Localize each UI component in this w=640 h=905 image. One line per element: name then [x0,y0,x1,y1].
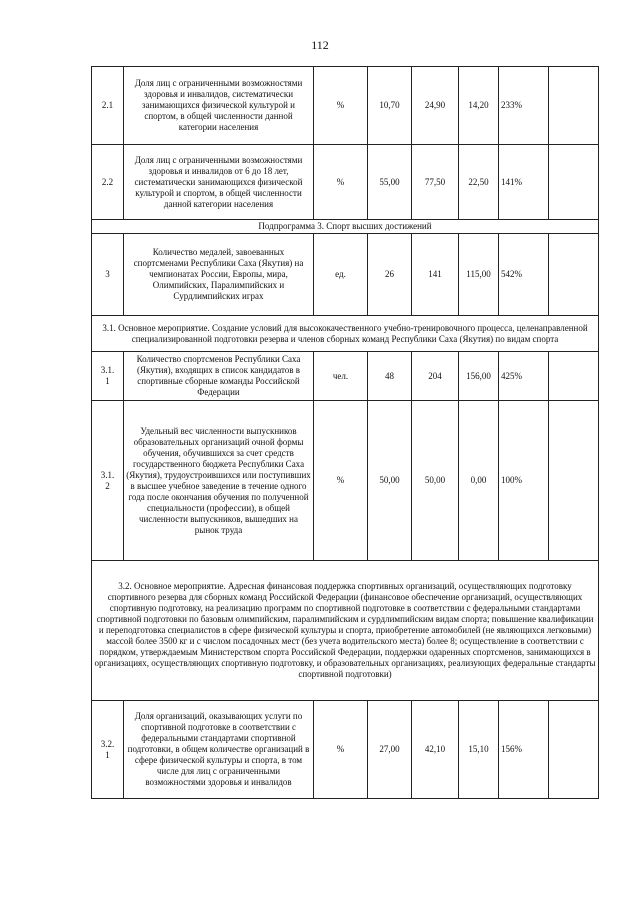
value-fact: 77,50 [412,145,459,220]
table-row [92,234,599,316]
value-deviation: 115,00 [459,234,499,316]
note-cell [549,67,599,145]
table-row [92,352,599,401]
value-percent: 233% [499,67,549,145]
section-row [92,220,599,234]
main-activity-title: 3.2. Основное мероприятие. Адресная финансовая поддержка спортивных организаций, осуществляющих подготовку спортивного резерва для сборных команд Российской Федерации (финансовое обеспечение организаций, осуществляющих спортивную подготовку, на реализацию программ по спортивной подготовке в соответствии с федеральными стандартами спортивной подготовки по базовым олимпийским, паралимпийским и сурдлимпийским видам спорта; повышение квалификации и переподготовка специалистов в сфере физической культуры и спорта, приобретение автомобилей (не являющихся легковыми) массой более 3500 кг и с числом посадочных мест (без учета водительского места) более 8; осуществление в соответствии с порядком, утверждаемым Министерством спорта Российской Федерации, поддержки одаренных спортсменов, занимающихся в организациях, осуществляющих спортивную подготовку, и образовательных организациях, реализующих федеральные стандарты спортивной подготовки) [92,561,599,701]
table-row [92,67,599,145]
table-row [92,401,599,561]
row-number: 2.2 [92,145,124,220]
value-percent: 141% [499,145,549,220]
value-plan: 27,00 [368,701,412,799]
row-number: 3.2. 1 [92,701,124,799]
unit: чел. [314,352,368,401]
unit: % [314,701,368,799]
value-fact: 24,90 [412,67,459,145]
value-deviation: 22,50 [459,145,499,220]
unit: % [314,145,368,220]
value-plan: 48 [368,352,412,401]
indicator-name: Количество спортсменов Республики Саха (Якутия), входящих в список кандидатов в спортивные сборные команды Российской Федерации [124,352,314,401]
row-number: 3 [92,234,124,316]
table-row [92,145,599,220]
value-percent: 542% [499,234,549,316]
indicators-table [91,66,599,799]
indicator-name: Доля организаций, оказывающих услуги по спортивной подготовке в соответствии с федеральными стандартами спортивной подготовки, в общем количестве организаций в сфере физической культуры и спорта, в том числе для лиц с ограниченными возможностями здоровья и инвалидов [124,701,314,799]
value-fact: 141 [412,234,459,316]
indicator-name: Количество медалей, завоеванных спортсменами Республики Саха (Якутия) на чемпионатах России, Европы, мира, Олимпийских, Паралимпийских и Сурдлимпийских играх [124,234,314,316]
value-percent: 100% [499,401,549,561]
value-deviation: 0,00 [459,401,499,561]
table-row [92,701,599,799]
row-number: 3.1. 2 [92,401,124,561]
value-plan: 55,00 [368,145,412,220]
row-number: 3.1. 1 [92,352,124,401]
note-cell [549,701,599,799]
value-deviation: 14,20 [459,67,499,145]
indicator-name: Доля лиц с ограниченными возможностями здоровья и инвалидов от 6 до 18 лет, систематически занимающихся физической культурой и спортом, в общей численности данной категории населения [124,145,314,220]
value-fact: 42,10 [412,701,459,799]
value-percent: 156% [499,701,549,799]
unit: % [314,401,368,561]
main-activity-title: 3.1. Основное мероприятие. Создание условий для высококачественного учебно-тренировочного процесса, целенаправленной специализированной подготовки резерва и членов сборных команд Республики Саха (Якутия) по видам спорта [92,316,599,352]
unit: ед. [314,234,368,316]
value-plan: 50,00 [368,401,412,561]
subprogram-title: Подпрограмма 3. Спорт высших достижений [92,220,599,234]
note-cell [549,401,599,561]
note-cell [549,234,599,316]
value-fact: 204 [412,352,459,401]
value-deviation: 15,10 [459,701,499,799]
page-number: 112 [311,38,329,52]
value-deviation: 156,00 [459,352,499,401]
indicator-name: Удельный вес численности выпускников образовательных организаций очной формы обучения, обучившихся за счет средств государственного бюджета Республики Саха (Якутия), трудоустроившихся или поступивших в высшее учебное заведение в течение одного года после окончания обучения по полученной специальности (профессии), в общей численности выпускников, вышедших на рынок труда [124,401,314,561]
section-row [92,316,599,352]
value-plan: 26 [368,234,412,316]
value-fact: 50,00 [412,401,459,561]
row-number: 2.1 [92,67,124,145]
value-plan: 10,70 [368,67,412,145]
unit: % [314,67,368,145]
note-cell [549,352,599,401]
indicator-name: Доля лиц с ограниченными возможностями здоровья и инвалидов, систематически занимающихся физической культурой и спортом, в общей численности данной категории населения [124,67,314,145]
section-row [92,561,599,701]
note-cell [549,145,599,220]
value-percent: 425% [499,352,549,401]
